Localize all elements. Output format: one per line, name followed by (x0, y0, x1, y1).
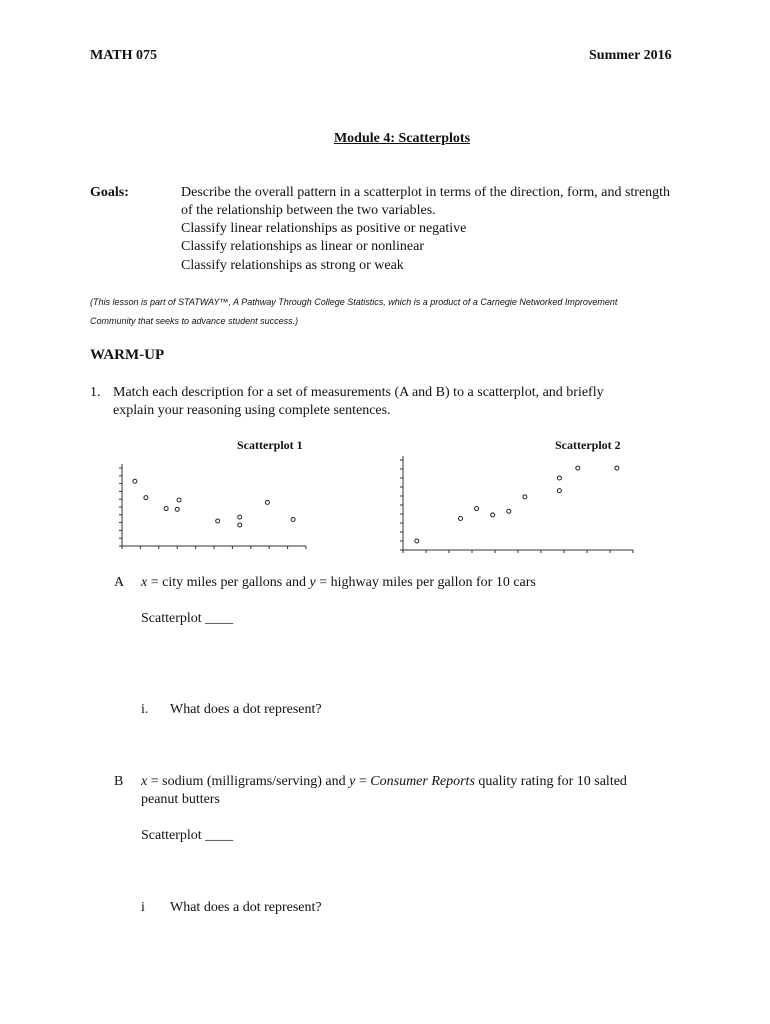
goal-line: Describe the overall pattern in a scatterplot in terms of the direction, form, and strength (181, 185, 671, 200)
data-point (291, 517, 295, 521)
scatterplot-2-title: Scatterplot 2 (555, 438, 621, 452)
part-b-sub-question: What does a dot represent? (170, 900, 322, 915)
question-text: explain your reasoning using complete sentences. (113, 403, 391, 418)
term: Summer 2016 (589, 48, 672, 63)
question-number: 1. (90, 385, 101, 400)
part-b-label: B (114, 774, 124, 789)
data-point (576, 466, 580, 470)
scatterplot-1 (110, 458, 320, 558)
course-code: MATH 075 (90, 48, 158, 63)
part-a-label: A (114, 575, 125, 590)
part-a-sub-question: What does a dot represent? (170, 702, 322, 717)
part-a-description: x = city miles per gallons and y = highway miles per gallon for 10 cars (141, 575, 536, 590)
y-variable: y (349, 774, 356, 789)
scatterplot-1-title: Scatterplot 1 (237, 438, 303, 452)
part-b-sub-label: i (141, 900, 145, 915)
data-point (133, 479, 137, 483)
goal-line: Classify relationships as linear or nonlinear (181, 239, 424, 254)
data-point (175, 507, 179, 511)
x-variable: x (141, 575, 148, 590)
data-point (177, 498, 181, 502)
data-point (238, 523, 242, 527)
data-point (415, 539, 419, 543)
goal-line: Classify relationships as strong or weak (181, 258, 404, 273)
data-point (459, 517, 463, 521)
goal-line: Classify linear relationships as positive or negative (181, 221, 467, 236)
part-b-description: x = sodium (milligrams/serving) and y = Consumer Reports quality rating for 10 salted (141, 774, 627, 789)
data-point (557, 489, 561, 493)
page-title: Module 4: Scatterplots (333, 131, 471, 146)
data-point (144, 496, 148, 500)
warmup-heading: WARM-UP (90, 347, 165, 363)
data-point (507, 509, 511, 513)
part-b-scatterplot-blank[interactable]: Scatterplot ____ (141, 828, 234, 843)
data-point (491, 513, 495, 517)
x-variable: x (141, 774, 148, 789)
data-point (238, 515, 242, 519)
statway-note: (This lesson is part of STATWAY™, A Pathway Through College Statistics, which is a product of a Carnegie Networked Improvement (90, 297, 618, 307)
data-point (164, 507, 168, 511)
goals-label: Goals: (90, 185, 129, 200)
data-point (523, 495, 527, 499)
data-point (265, 500, 269, 504)
data-point (475, 507, 479, 511)
scatterplot-2 (393, 450, 643, 560)
statway-note: Community that seeks to advance student success.) (90, 316, 299, 326)
part-a-scatterplot-blank[interactable]: Scatterplot ____ (141, 611, 234, 626)
data-point (216, 519, 220, 523)
goal-line: of the relationship between the two variables. (181, 203, 436, 218)
part-a-sub-label: i. (141, 702, 149, 717)
y-variable: y (309, 575, 316, 590)
data-point (615, 466, 619, 470)
data-point (557, 476, 561, 480)
question-text: Match each description for a set of measurements (A and B) to a scatterplot, and briefly (113, 385, 604, 400)
part-b-description-cont: peanut butters (141, 792, 220, 807)
consumer-reports: Consumer Reports (370, 774, 475, 789)
